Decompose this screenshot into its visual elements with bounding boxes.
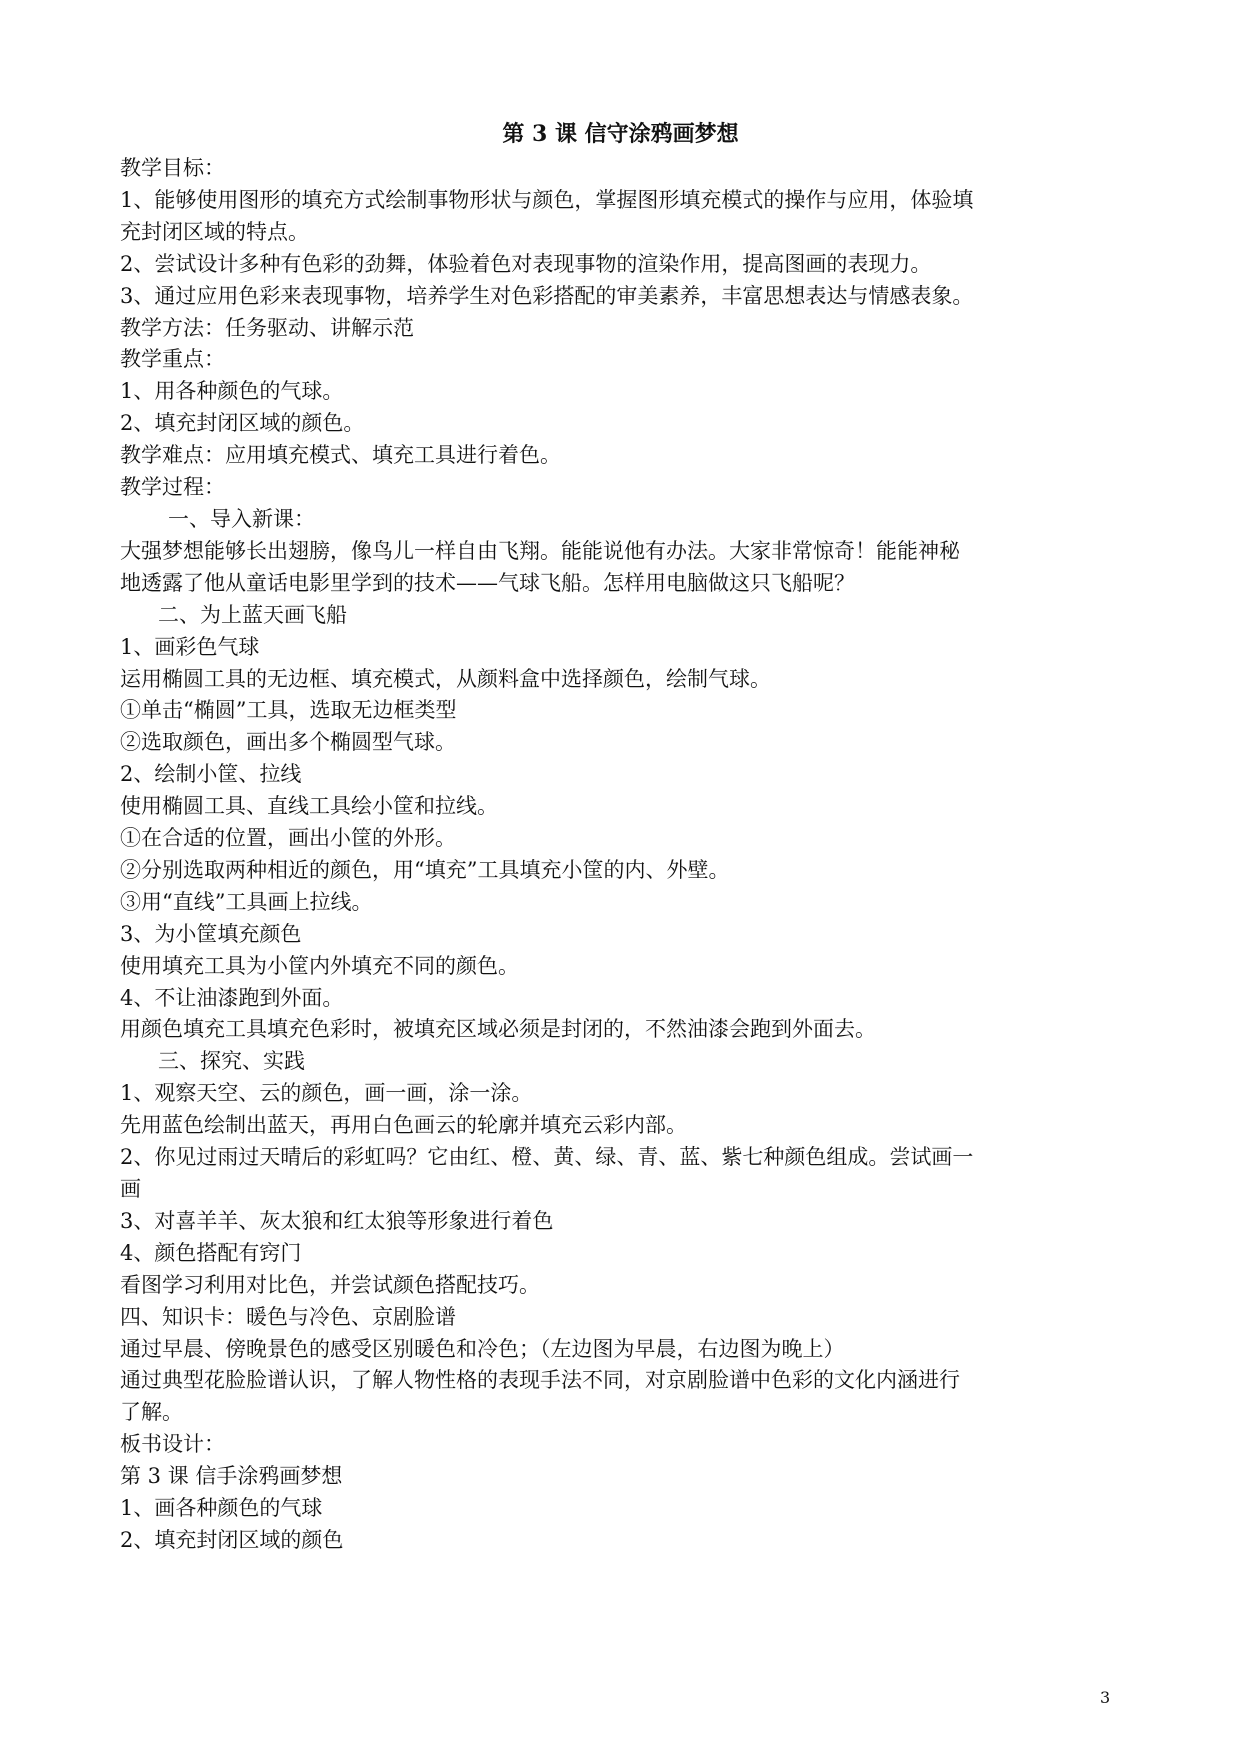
text-line: 看图学习利用对比色，并尝试颜色搭配技巧。 [120, 1272, 540, 1297]
page-number: 3 [1100, 1688, 1111, 1707]
text-line: 了解。 [120, 1400, 183, 1425]
text-line: 2、填充封闭区域的颜色 [120, 1527, 344, 1552]
text-line: 2、填充封闭区域的颜色。 [120, 411, 365, 436]
text-line: 大强梦想能够长出翅膀，像鸟儿一样自由飞翔。能能说他有办法。大家非常惊奇！能能神秘 [120, 538, 960, 563]
text-line: 4、颜色搭配有窍门 [120, 1240, 302, 1265]
text-line: ②选取颜色，画出多个椭圆型气球。 [120, 730, 456, 755]
text-line: 教学目标： [120, 156, 225, 180]
text-line: ①单击“椭圆”工具，选取无边框类型 [120, 698, 457, 723]
text-line: 四、知识卡：暖色与冷色、京剧脸谱 [120, 1304, 456, 1329]
text-line: 1、观察天空、云的颜色，画一画，涂一涂。 [120, 1081, 533, 1106]
text-line: 三、探究、实践 [158, 1049, 305, 1074]
lesson-body [120, 153, 1130, 1557]
text-line: 1、画各种颜色的气球 [120, 1496, 323, 1521]
text-line: 2、绘制小筐、拉线 [120, 762, 302, 787]
text-line: 画 [120, 1177, 141, 1201]
text-line: 教学过程： [120, 475, 225, 500]
text-line: 1、用各种颜色的气球。 [120, 379, 344, 404]
text-line: 第 3 课 信手涂鸦画梦想 [120, 1464, 343, 1489]
text-line: ①在合适的位置，画出小筐的外形。 [120, 826, 456, 851]
text-line: 地透露了他从童话电影里学到的技术——气球飞船。怎样用电脑做这只飞船呢？ [120, 570, 855, 595]
text-line: ③用“直线”工具画上拉线。 [120, 889, 373, 914]
text-line: 2、尝试设计多种有色彩的劲舞，体验着色对表现事物的渲染作用，提高图画的表现力。 [120, 251, 932, 276]
text-line: 1、能够使用图形的填充方式绘制事物形状与颜色，掌握图形填充模式的操作与应用，体验填 [120, 187, 974, 212]
text-line: ②分别选取两种相近的颜色，用“填充”工具填充小筐的内、外壁。 [120, 857, 730, 882]
text-line: 教学难点：应用填充模式、填充工具进行着色。 [120, 443, 561, 468]
text-line: 1、画彩色气球 [120, 634, 260, 659]
text-line: 4、不让油漆跑到外面。 [120, 985, 344, 1010]
lesson-title: 第 3 课 信守涂鸦画梦想 [502, 121, 739, 147]
text-line: 3、为小筐填充颜色 [120, 921, 302, 946]
text-line: 2、你见过雨过天晴后的彩虹吗？它由红、橙、黄、绿、青、蓝、紫七种颜色组成。尝试画一 [120, 1145, 974, 1170]
text-line: 运用椭圆工具的无边框、填充模式，从颜料盒中选择颜色，绘制气球。 [120, 666, 771, 691]
text-line: 充封闭区域的特点。 [120, 219, 309, 244]
text-line: 教学重点： [120, 347, 225, 372]
text-line: 3、通过应用色彩来表现事物，培养学生对色彩搭配的审美素养，丰富思想表达与情感表象。 [120, 283, 974, 308]
text-line: 二、为上蓝天画飞船 [158, 602, 347, 627]
text-line: 通过早晨、傍晚景色的感受区别暖色和冷色；（左边图为早晨，右边图为晚上） [120, 1336, 845, 1361]
text-line: 一、导入新课： [168, 506, 315, 531]
text-line: 使用椭圆工具、直线工具绘小筐和拉线。 [120, 794, 498, 819]
text-line: 板书设计： [120, 1432, 225, 1457]
text-line: 通过典型花脸脸谱认识，了解人物性格的表现手法不同，对京剧脸谱中色彩的文化内涵进行 [120, 1368, 960, 1393]
text-line: 教学方法：任务驱动、讲解示范 [120, 315, 414, 340]
text-line: 用颜色填充工具填充色彩时，被填充区域必须是封闭的，不然油漆会跑到外面去。 [120, 1017, 876, 1042]
text-line: 3、对喜羊羊、灰太狼和红太狼等形象进行着色 [120, 1208, 554, 1233]
text-line: 先用蓝色绘制出蓝天，再用白色画云的轮廓并填充云彩内部。 [120, 1113, 687, 1138]
text-line: 使用填充工具为小筐内外填充不同的颜色。 [120, 953, 519, 978]
